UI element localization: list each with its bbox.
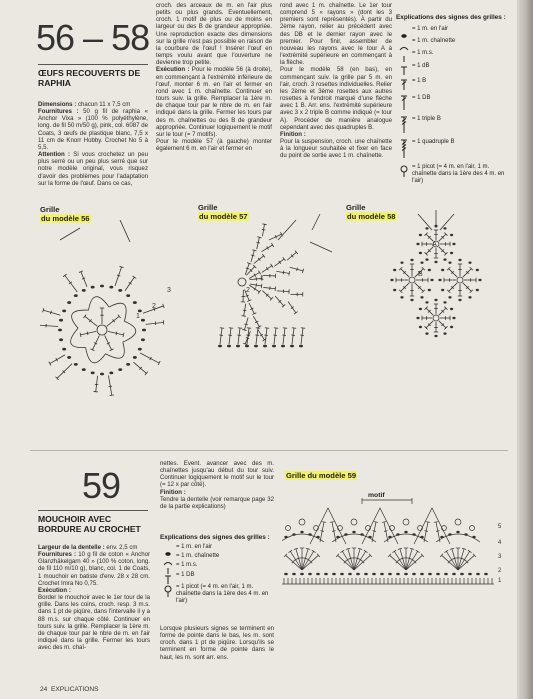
paragraph-text: Si vous crochetez un peu plus serré ou un peu plus serré que sur notre modèle original, vous risquez d'avoir des problèmes pour l'adaptation sur la forme de l'œuf. Dans ce cas,	[38, 151, 148, 187]
legend-text: = 1 B	[412, 78, 427, 84]
paragraph-label: Largeur de la dentelle :	[38, 544, 105, 551]
legend-text: = 1 m. en l'air	[176, 544, 212, 550]
paragraph-text: Border le mouchoir avec le 1er tour de la grille. Dans les coins, croch. resp. 3 m.s. dans 1 pt de piqûre, dans l'intervalle il y a 88 m.s. sur chaque côté. Continuer en tours suiv. la grille. Remplacer la 1ère m. de chaque tour par le nbre de m. en l'air indiqué dans la grille. Fermer les tours avec des m. chaî-	[38, 594, 150, 652]
text-column-bottom-2	[160, 460, 274, 510]
paragraph-text: nettes. Event. avancer avec des m. chaînettes jusqu'au début du tour suiv. Continuer logiquement le motif sur le tour (= 12 x par côté).	[160, 460, 274, 489]
legend-text: = 1 m.s.	[412, 50, 434, 56]
paragraph	[156, 138, 272, 152]
grid-label-58: Grille du modèle 58	[346, 203, 396, 221]
paragraph	[156, 66, 272, 138]
title-handkerchief: MOUCHOIR AVEC BORDURE AU CROCHET	[38, 514, 141, 534]
title-rule-top	[38, 64, 148, 65]
grid-label-56: Grille du modèle 56	[40, 205, 90, 223]
paragraph-text: chacun 11 x 7,5 cm	[76, 101, 131, 108]
paragraph	[280, 2, 392, 66]
paragraph-label: Exécution :	[156, 66, 190, 74]
paragraph-text: Pour le modèle 57 (à gauche) monter également 6 m. en l'air et fermer en	[156, 137, 272, 153]
legend-text: = 1 dB	[412, 63, 430, 69]
paragraph	[156, 2, 272, 66]
paragraph	[160, 489, 274, 496]
paragraph-text: 10 g fil de coton « Anchor Glanzhäkelgarn 40 » (100 % coton, long. de fil 110 m/10 g), blanc, col. 1 de Coats, 1 mouchoir en batiste d'env. 28 x 28 cm. Crochet Imra No 0,75.	[38, 551, 151, 587]
stitch-note: Lorsque plusieurs signes se terminent en forme de pointe dans le bas, les m. sont croch. dans 1 pt de piqûre. Lorsqu'ils se terminent en forme de pointe dans le haut, les m. sont arr. ens.	[160, 625, 274, 661]
round-mark-3: 3	[167, 287, 171, 294]
paragraph-label: Dimensions :	[38, 101, 77, 108]
model-number-59: 59	[82, 465, 121, 506]
round-mark-2: 2	[498, 568, 502, 574]
crochet-diagram-59	[282, 498, 508, 594]
round-mark-5: 5	[498, 524, 502, 530]
legend-text: = 1 m. chaînette	[176, 553, 220, 559]
legend-text: = 1 DB	[176, 572, 195, 578]
paragraph	[38, 101, 148, 108]
picot-symbol-icon	[162, 584, 174, 602]
picot-symbol-icon	[398, 164, 410, 182]
paragraph-text: Pour le modèle 56 (à droite), en commençant à l'extrémité inférieure de l'œuf, monter 6 m. en l'air et fermer en rond avec 1 m. chaînette. Continuer en tours suiv. la grille. Remplacer la 1ère m. de chaque tour par le nbre de m. en l'air indiqué dans la grille. Fermer les tours par des m. chaînettes ou des B de grandeur appropriée. Continuer logiquement le motif sur le tour (= 7 motifs).	[156, 66, 273, 138]
page-gutter-shadow	[517, 0, 533, 699]
paragraph	[160, 460, 274, 489]
legend-text: = 1 m. en l'air	[412, 26, 448, 32]
paragraph	[280, 138, 392, 159]
paragraph-text: env. 2,5 cm	[104, 544, 138, 551]
paragraph-text: 50 g fil de raphia « Anchor Vixa » (100 % polyéthylène, long. de fil 50 m/50 g), pink, col. 6087 de Coats, 3 œufs de plastique blanc, 7,5 x 11 cm de Knorr Hobby. Crochet No 5 à 5,5.	[38, 108, 149, 151]
paragraph	[38, 544, 150, 551]
paragraph-text: Pour la suspension, croch. une chaînette à la longueur souhaitée et fixer en face du point de sortie avec 1 m. chaînette.	[280, 137, 392, 160]
grid-label-57: Grille du modèle 57	[198, 203, 248, 221]
round-mark-2: 2	[246, 287, 250, 294]
paragraph	[160, 496, 274, 510]
paragraph	[38, 594, 150, 651]
legend-title-bottom: Explications des signes des grilles :	[160, 534, 270, 541]
round-mark-A: A	[432, 241, 437, 248]
paragraph	[38, 587, 150, 594]
paragraph-label: Exécution :	[38, 586, 71, 594]
round-mark-1: 1	[260, 275, 264, 282]
page-footer: 24 EXPLICATIONS	[40, 686, 99, 693]
model-number-56-58: 56 – 58	[36, 17, 150, 58]
paragraph	[38, 551, 150, 587]
legend-text: = 1 triple B	[412, 116, 441, 122]
paragraph-text: croch. des arceaux de m. en l'air plus petits ou plus grands. Eventuellement, croch. 1 motif de plus ou de moins en largeur ou des B de grandeur appropriée. Une reproduction exacte des dimensions sur la grille n'est pas possible en raison de la courbure de l'œuf ! Insérer l'œuf en temps voulu avant que l'ouverture ne devienne trop petite.	[156, 2, 272, 67]
legend-text: = 1 m. chaînette	[412, 38, 456, 44]
qb-symbol-icon	[398, 139, 410, 164]
legend-text: = 1 quadruple B	[412, 139, 455, 145]
text-column-1	[38, 101, 148, 187]
crochet-diagram-56	[40, 220, 190, 410]
paragraph-label: Fournitures :	[38, 108, 79, 116]
paragraph-label: Attention :	[38, 151, 71, 159]
legend-text: = 1 m.s.	[176, 562, 198, 568]
paragraph	[38, 151, 148, 187]
round-mark-1: 1	[136, 313, 140, 320]
ddb-symbol-icon	[398, 95, 410, 116]
paragraph-label: Finition :	[280, 130, 306, 138]
paragraph	[38, 108, 148, 151]
b-symbol-icon	[398, 78, 410, 96]
legend-text: = 1 DB	[412, 95, 431, 101]
round-mark-B: B	[418, 271, 423, 278]
title-rule-bottom	[38, 510, 148, 511]
paragraph-text: Tendre la dentelle (voir remarque page 32 de la partie explications)	[160, 495, 274, 510]
motif-label: motif	[368, 492, 385, 499]
text-column-bottom-1	[38, 544, 150, 651]
section-divider	[30, 450, 508, 451]
paragraph-text: rond avec 1 m. chaînette. Le 1er tour comprend 5 « rayons » (dont les 3 premiers sont représentés). À partir du 2ème rayon, relier au précédent avec des DB et le dernier rayon avec le premier. Pour finir, assembler de nouveau les rayons avec le tour A à l'extrémité supérieure en commençant à la flèche.	[280, 2, 392, 67]
paragraph	[280, 66, 392, 130]
paragraph-label: Fournitures :	[38, 551, 77, 559]
round-mark-1: 1	[498, 578, 502, 584]
crochet-diagram-57	[200, 212, 350, 362]
legend-text: = 1 picot (= 4 m. en l'air, 1 m. chaînette dans la 1ère des 4 m. en l'air)	[412, 164, 505, 184]
round-mark-2: 2	[152, 303, 156, 310]
legend-text: = 1 picot (= 4 m. en l'air, 1 m. chaînette dans la 1ère des 4 m. en l'air)	[176, 584, 269, 604]
paragraph	[280, 131, 392, 138]
paragraph-label: Finition :	[160, 488, 186, 496]
text-column-3	[280, 2, 392, 159]
paragraph-text: Pour le modèle 58 (en bas), en commençant suiv. la grille par 5 m. en l'air, croch. 3 rosettes individuelles. Relier les 2ème et 3ème rosettes aux autres rosettes à l'endroit marqué d'une flèche avec 1 B. Arr. ens. l'extrémité supérieure avec 3 x 2 triple B comme indiqué (= tour A). Procéder de manière analogue cependant avec des quadruples B.	[280, 66, 392, 131]
round-mark-3: 3	[498, 554, 502, 560]
crochet-diagram-58	[388, 210, 488, 350]
title-eggs: ŒUFS RECOUVERTS DE RAPHIA	[38, 68, 141, 88]
round-mark-4: 4	[498, 540, 502, 546]
tb-symbol-icon	[398, 116, 410, 139]
text-column-2	[156, 2, 272, 152]
grid-label-59: Grille du modèle 59	[286, 471, 357, 480]
legend-title-top: Explications des signes des grilles :	[396, 14, 506, 21]
